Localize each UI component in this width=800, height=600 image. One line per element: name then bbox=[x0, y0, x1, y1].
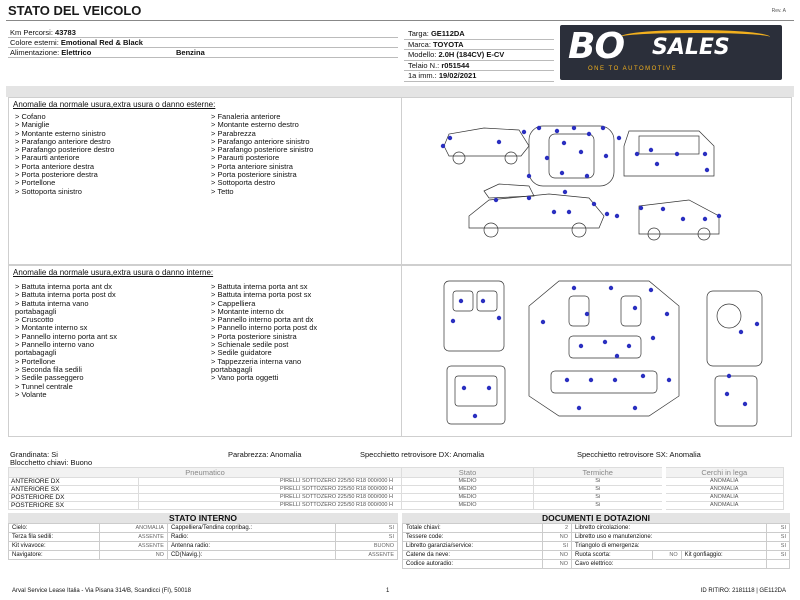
table-row: Libretto garanzia/service: SI Triangolo di emergenza: SI bbox=[403, 542, 790, 551]
car-exterior-diagram bbox=[429, 116, 729, 244]
list-item: > Sedile passeggero bbox=[15, 373, 84, 383]
footer-page-number: 1 bbox=[386, 588, 390, 594]
revision-label: Rev. A bbox=[771, 8, 786, 14]
header-termiche: Termiche bbox=[534, 468, 664, 478]
logo-brand-small: SALES bbox=[652, 35, 730, 60]
list-item: > Porta anteriore destra bbox=[15, 161, 95, 171]
list-item: > Sottoporta destro bbox=[211, 178, 275, 188]
list-item: > Pannello interno porta ant sx bbox=[15, 331, 117, 341]
internal-damage-panel bbox=[8, 265, 792, 437]
telaio-row: Telaio N.: r051544 bbox=[408, 61, 470, 70]
external-list-col1 bbox=[15, 113, 114, 196]
modello-value: 2.0H (184CV) E-CV bbox=[438, 50, 505, 59]
list-item: > Battuta interna porta ant sx bbox=[211, 282, 308, 291]
list-item: > Sottoporta sinistro bbox=[15, 186, 82, 196]
list-item: > Cofano bbox=[15, 112, 46, 121]
list-item: > Portellone bbox=[15, 356, 56, 366]
page-title: STATO DEL VEICOLO bbox=[8, 3, 142, 18]
stato-interno-title: STATO INTERNO bbox=[8, 513, 398, 523]
documenti-title: DOCUMENTI E DOTAZIONI bbox=[402, 513, 790, 523]
alimentazione-row: Alimentazione: Elettrico Benzina bbox=[10, 48, 205, 57]
footer-address: Arval Service Lease Italia - Via Pisana 314/B, Scandicci (FI), 50018 bbox=[12, 588, 191, 594]
stato-interno-table bbox=[8, 523, 398, 560]
list-item: > Parafango anteriore destro bbox=[15, 136, 111, 146]
list-item: > Vano porta oggetti bbox=[211, 373, 279, 383]
list-item: > Maniglie bbox=[15, 120, 50, 130]
table-row: POSTERIORE DX PIRELLI SOTTOZERO 225/50 R18 000/000 H MEDIO Si ANOMALIA bbox=[9, 494, 784, 502]
list-item: > Battuta interna vano bbox=[15, 298, 89, 308]
list-item: > Volante bbox=[15, 389, 47, 399]
list-item: > Porta posteriore sinistra bbox=[211, 331, 297, 341]
list-item: portabagagli bbox=[15, 348, 57, 358]
list-item: > Battuta interna porta post sx bbox=[211, 290, 312, 300]
table-row: Tessere code: NO Libretto uso e manutenzione: SI bbox=[403, 533, 790, 542]
specchietto-dx-status: Specchietto retrovisore DX: Anomalia bbox=[360, 450, 485, 459]
list-item: > Parabrezza bbox=[211, 128, 256, 138]
immatricolazione-value: 19/02/2021 bbox=[438, 71, 477, 80]
table-row: Codice autoradio: NO Cavo elettrico: bbox=[403, 560, 790, 569]
list-item: > Portellone bbox=[15, 178, 56, 188]
list-item: portabagagli bbox=[211, 364, 253, 374]
telaio-value: r051544 bbox=[441, 61, 470, 70]
title-divider bbox=[6, 20, 794, 21]
internal-list-col2 bbox=[211, 283, 317, 383]
marca-value: TOYOTA bbox=[433, 40, 464, 49]
tyres-header-row bbox=[9, 468, 784, 478]
list-item: > Sedile guidatore bbox=[211, 348, 272, 358]
documenti-table bbox=[402, 523, 790, 569]
bosales-logo bbox=[560, 25, 782, 80]
external-list-col2 bbox=[211, 113, 313, 196]
km-row: Km Percorsi: 43783 bbox=[10, 28, 76, 37]
specchietto-sx-status: Specchietto retrovisore SX: Anomalia bbox=[577, 450, 701, 459]
list-item: > Montante esterno sinistro bbox=[15, 128, 106, 138]
alimentazione-value-2: Benzina bbox=[176, 48, 205, 57]
list-item: > Tappezzeria interna vano bbox=[211, 356, 302, 366]
external-heading: Anomalie da normale usura,extra usura o danno esterne: bbox=[13, 100, 216, 109]
list-item: > Cruscotto bbox=[15, 315, 54, 325]
table-row: Cielo: ANOMALIA Cappelliera/Tendina copribag.: SI bbox=[9, 524, 398, 533]
list-item: > Porta posteriore sinistra bbox=[211, 170, 297, 180]
table-row: Catene da neve: NO Ruota scorta: NO Kit gonfiaggio: SI bbox=[403, 551, 790, 560]
table-row: Navigatore: NO CD(Navig.): ASSENTE bbox=[9, 551, 398, 560]
list-item: > Battuta interna porta post dx bbox=[15, 290, 116, 300]
section-spacer-bar bbox=[6, 86, 794, 97]
list-item: > Pannello interno vano bbox=[15, 340, 95, 350]
car-interior-diagram bbox=[439, 276, 769, 436]
list-item: > Cappelliera bbox=[211, 298, 256, 308]
list-item: > Parafango anteriore sinistro bbox=[211, 136, 310, 146]
blocchetto-status: Blocchetto chiavi: Buono bbox=[10, 458, 93, 467]
list-item: > Battuta interna porta ant dx bbox=[15, 282, 112, 291]
list-item: > Montante interno dx bbox=[211, 306, 284, 316]
colore-row: Colore esterni: Emotional Red & Black bbox=[10, 38, 143, 47]
targa-value: GE112DA bbox=[430, 29, 465, 38]
list-item: portabagagli bbox=[15, 306, 57, 316]
list-item: > Fanaleria anteriore bbox=[211, 112, 281, 121]
colore-value: Emotional Red & Black bbox=[60, 38, 143, 47]
list-item: > Parafango posteriore destro bbox=[15, 145, 115, 155]
list-item: > Pannello interno porta post dx bbox=[211, 323, 318, 333]
logo-tagline: ONE TO AUTOMOTIVE bbox=[588, 66, 678, 72]
table-row: POSTERIORE SX PIRELLI SOTTOZERO 225/50 R18 000/000 H MEDIO Si ANOMALIA bbox=[9, 502, 784, 510]
list-item: > Montante esterno destro bbox=[211, 120, 299, 130]
immatricolazione-row: 1a imm.: 19/02/2021 bbox=[408, 71, 477, 80]
list-item: > Paraurti posteriore bbox=[211, 153, 280, 163]
internal-list-col1 bbox=[15, 283, 117, 399]
footer-id-ritiro: ID RITIRO: 2181118 | GE112DA bbox=[700, 588, 786, 594]
header-pneumatico: Pneumatico bbox=[9, 468, 402, 478]
list-item: > Porta anteriore sinistra bbox=[211, 161, 293, 171]
list-item: > Montante interno sx bbox=[15, 323, 88, 333]
list-item: > Pannello interno porta ant dx bbox=[211, 315, 314, 325]
targa-row: Targa: GE112DA bbox=[408, 29, 465, 38]
logo-brand-big: BO bbox=[568, 26, 625, 67]
table-row: Terza fila sedili: ASSENTE Radio: SI bbox=[9, 533, 398, 542]
list-item: > Seconda fila sedili bbox=[15, 364, 82, 374]
table-row: Totale chiavi: 2 Libretto circolazione: SI bbox=[403, 524, 790, 533]
table-row: ANTERIORE DX PIRELLI SOTTOZERO 225/50 R18 000/000 H MEDIO Si ANOMALIA bbox=[9, 478, 784, 486]
tyres-table bbox=[8, 467, 784, 510]
list-item: > Porta posteriore destra bbox=[15, 170, 98, 180]
parabrezza-status: Parabrezza: Anomalia bbox=[228, 450, 302, 459]
alimentazione-value: Elettrico bbox=[61, 48, 92, 57]
internal-heading: Anomalie da normale usura,extra usura o danno interne: bbox=[13, 268, 214, 277]
external-damage-panel bbox=[8, 97, 792, 265]
list-item: > Paraurti anteriore bbox=[15, 153, 80, 163]
marca-row: Marca: TOYOTA bbox=[408, 40, 464, 49]
grandinata-status: Grandinata: Si bbox=[10, 450, 58, 459]
list-item: > Tetto bbox=[211, 186, 234, 196]
km-value: 43783 bbox=[55, 28, 76, 37]
modello-row: Modello: 2.0H (184CV) E-CV bbox=[408, 50, 505, 59]
header-cerchi: Cerchi in lega bbox=[664, 468, 784, 478]
list-item: > Schienale sedile post bbox=[211, 340, 289, 350]
table-row: ANTERIORE SX PIRELLI SOTTOZERO 225/50 R18 000/000 H MEDIO Si ANOMALIA bbox=[9, 486, 784, 494]
header-stato: Stato bbox=[402, 468, 534, 478]
list-item: > Tunnel centrale bbox=[15, 381, 73, 391]
list-item: > Parafango posteriore sinistro bbox=[211, 145, 314, 155]
documenti-section bbox=[402, 513, 790, 569]
stato-interno-section bbox=[8, 513, 398, 560]
table-row: Kit vivavoce: ASSENTE Antenna radio: BUONO bbox=[9, 542, 398, 551]
